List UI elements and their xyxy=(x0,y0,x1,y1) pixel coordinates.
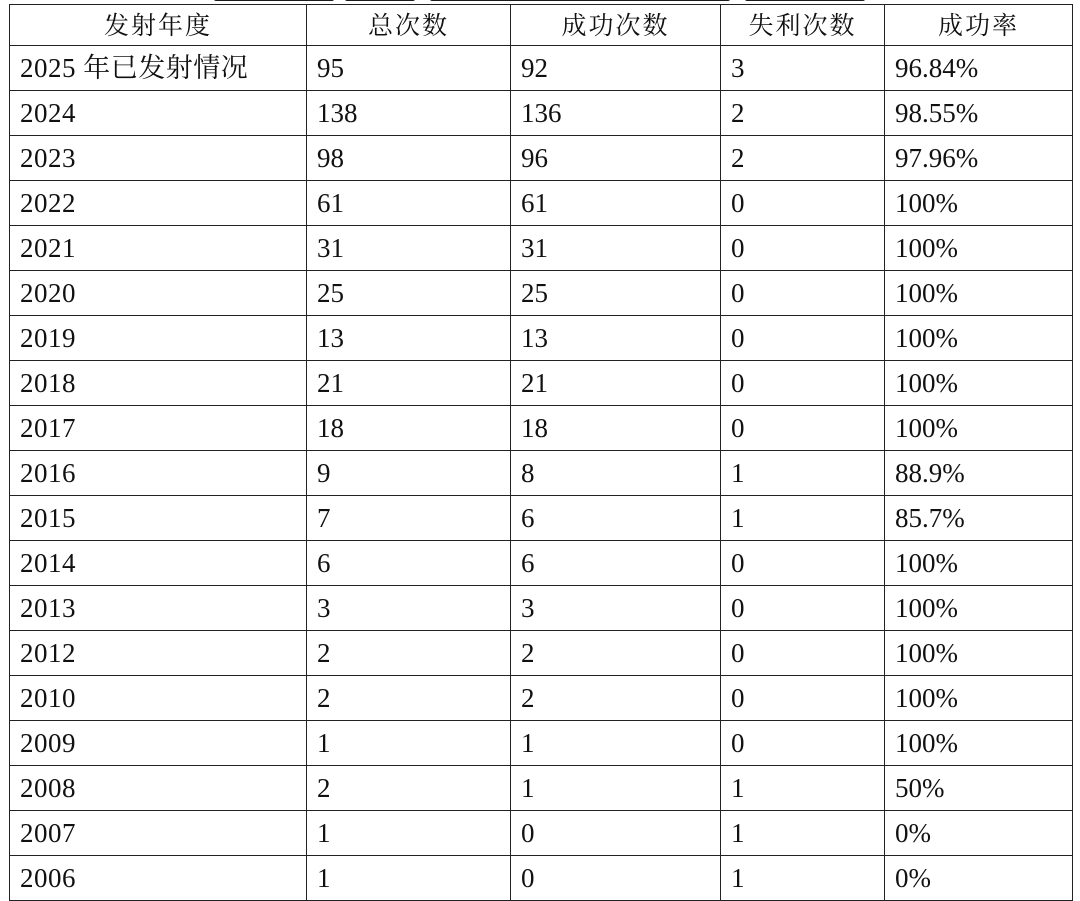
launch-statistics-table xyxy=(9,4,1073,901)
table-row xyxy=(10,226,1073,271)
total-cell: 3 xyxy=(307,586,511,631)
total-cell: 7 xyxy=(307,496,511,541)
year-cell: 2009 xyxy=(10,721,307,766)
table-row xyxy=(10,46,1073,91)
year-cell: 2007 xyxy=(10,811,307,856)
total-cell: 138 xyxy=(307,91,511,136)
rate-cell: 97.96% xyxy=(885,136,1073,181)
header-launch-year: 发射年度 xyxy=(10,5,307,46)
rate-cell: 88.9% xyxy=(885,451,1073,496)
table-row xyxy=(10,361,1073,406)
year-cell: 2015 xyxy=(10,496,307,541)
success-cell: 136 xyxy=(511,91,721,136)
table-row xyxy=(10,316,1073,361)
failure-cell: 0 xyxy=(721,631,885,676)
success-cell: 92 xyxy=(511,46,721,91)
rate-cell: 100% xyxy=(885,316,1073,361)
success-cell: 31 xyxy=(511,226,721,271)
total-cell: 1 xyxy=(307,811,511,856)
rate-cell: 100% xyxy=(885,406,1073,451)
rate-cell: 100% xyxy=(885,271,1073,316)
failure-cell: 2 xyxy=(721,91,885,136)
year-cell: 2014 xyxy=(10,541,307,586)
success-cell: 96 xyxy=(511,136,721,181)
failure-cell: 0 xyxy=(721,541,885,586)
total-cell: 2 xyxy=(307,676,511,721)
year-cell: 2023 xyxy=(10,136,307,181)
success-cell: 6 xyxy=(511,496,721,541)
failure-cell: 3 xyxy=(721,46,885,91)
failure-cell: 0 xyxy=(721,226,885,271)
year-cell: 2016 xyxy=(10,451,307,496)
total-cell: 18 xyxy=(307,406,511,451)
year-cell: 2010 xyxy=(10,676,307,721)
success-cell: 61 xyxy=(511,181,721,226)
year-cell: 2017 xyxy=(10,406,307,451)
table-row xyxy=(10,91,1073,136)
header-total-launches: 总次数 xyxy=(307,5,511,46)
failure-cell: 0 xyxy=(721,406,885,451)
failure-cell: 1 xyxy=(721,451,885,496)
table-row xyxy=(10,766,1073,811)
total-cell: 2 xyxy=(307,766,511,811)
table-row xyxy=(10,406,1073,451)
year-cell: 2008 xyxy=(10,766,307,811)
total-cell: 98 xyxy=(307,136,511,181)
total-cell: 25 xyxy=(307,271,511,316)
year-cell: 2021 xyxy=(10,226,307,271)
success-cell: 13 xyxy=(511,316,721,361)
rate-cell: 100% xyxy=(885,721,1073,766)
failure-cell: 1 xyxy=(721,811,885,856)
success-cell: 1 xyxy=(511,721,721,766)
total-cell: 95 xyxy=(307,46,511,91)
rate-cell: 100% xyxy=(885,181,1073,226)
year-cell: 2006 xyxy=(10,856,307,901)
failure-cell: 1 xyxy=(721,496,885,541)
failure-cell: 0 xyxy=(721,586,885,631)
failure-cell: 0 xyxy=(721,271,885,316)
table-row xyxy=(10,676,1073,721)
success-cell: 21 xyxy=(511,361,721,406)
table-row xyxy=(10,856,1073,901)
rate-cell: 100% xyxy=(885,586,1073,631)
header-failed-launches: 失利次数 xyxy=(721,5,885,46)
success-cell: 0 xyxy=(511,856,721,901)
failure-cell: 0 xyxy=(721,316,885,361)
rate-cell: 100% xyxy=(885,631,1073,676)
failure-cell: 1 xyxy=(721,856,885,901)
total-cell: 21 xyxy=(307,361,511,406)
rate-cell: 100% xyxy=(885,226,1073,271)
table-row xyxy=(10,586,1073,631)
rate-cell: 50% xyxy=(885,766,1073,811)
year-cell: 2024 xyxy=(10,91,307,136)
total-cell: 61 xyxy=(307,181,511,226)
total-cell: 2 xyxy=(307,631,511,676)
success-cell: 3 xyxy=(511,586,721,631)
year-cell: 2018 xyxy=(10,361,307,406)
rate-cell: 0% xyxy=(885,856,1073,901)
header-successful-launches: 成功次数 xyxy=(511,5,721,46)
table-row xyxy=(10,451,1073,496)
failure-cell: 0 xyxy=(721,676,885,721)
total-cell: 13 xyxy=(307,316,511,361)
success-cell: 0 xyxy=(511,811,721,856)
total-cell: 1 xyxy=(307,856,511,901)
success-cell: 25 xyxy=(511,271,721,316)
success-cell: 2 xyxy=(511,631,721,676)
table-row xyxy=(10,271,1073,316)
total-cell: 6 xyxy=(307,541,511,586)
rate-cell: 98.55% xyxy=(885,91,1073,136)
failure-cell: 0 xyxy=(721,181,885,226)
table-row xyxy=(10,181,1073,226)
success-cell: 6 xyxy=(511,541,721,586)
success-cell: 2 xyxy=(511,676,721,721)
year-cell: 2012 xyxy=(10,631,307,676)
total-cell: 31 xyxy=(307,226,511,271)
failure-cell: 2 xyxy=(721,136,885,181)
year-cell: 2020 xyxy=(10,271,307,316)
table-row xyxy=(10,631,1073,676)
total-cell: 1 xyxy=(307,721,511,766)
rate-cell: 100% xyxy=(885,676,1073,721)
header-row xyxy=(10,5,1073,46)
rate-cell: 100% xyxy=(885,361,1073,406)
failure-cell: 0 xyxy=(721,721,885,766)
year-cell: 2013 xyxy=(10,586,307,631)
year-cell: 2019 xyxy=(10,316,307,361)
year-cell: 2022 xyxy=(10,181,307,226)
success-cell: 1 xyxy=(511,766,721,811)
table-row xyxy=(10,136,1073,181)
failure-cell: 1 xyxy=(721,766,885,811)
total-cell: 9 xyxy=(307,451,511,496)
success-cell: 8 xyxy=(511,451,721,496)
rate-cell: 96.84% xyxy=(885,46,1073,91)
table-row xyxy=(10,721,1073,766)
table-row xyxy=(10,496,1073,541)
failure-cell: 0 xyxy=(721,361,885,406)
success-cell: 18 xyxy=(511,406,721,451)
year-cell: 2025 年已发射情况 xyxy=(10,46,307,91)
header-success-rate: 成功率 xyxy=(885,5,1073,46)
table-row xyxy=(10,541,1073,586)
rate-cell: 85.7% xyxy=(885,496,1073,541)
rate-cell: 0% xyxy=(885,811,1073,856)
rate-cell: 100% xyxy=(885,541,1073,586)
table-row xyxy=(10,811,1073,856)
